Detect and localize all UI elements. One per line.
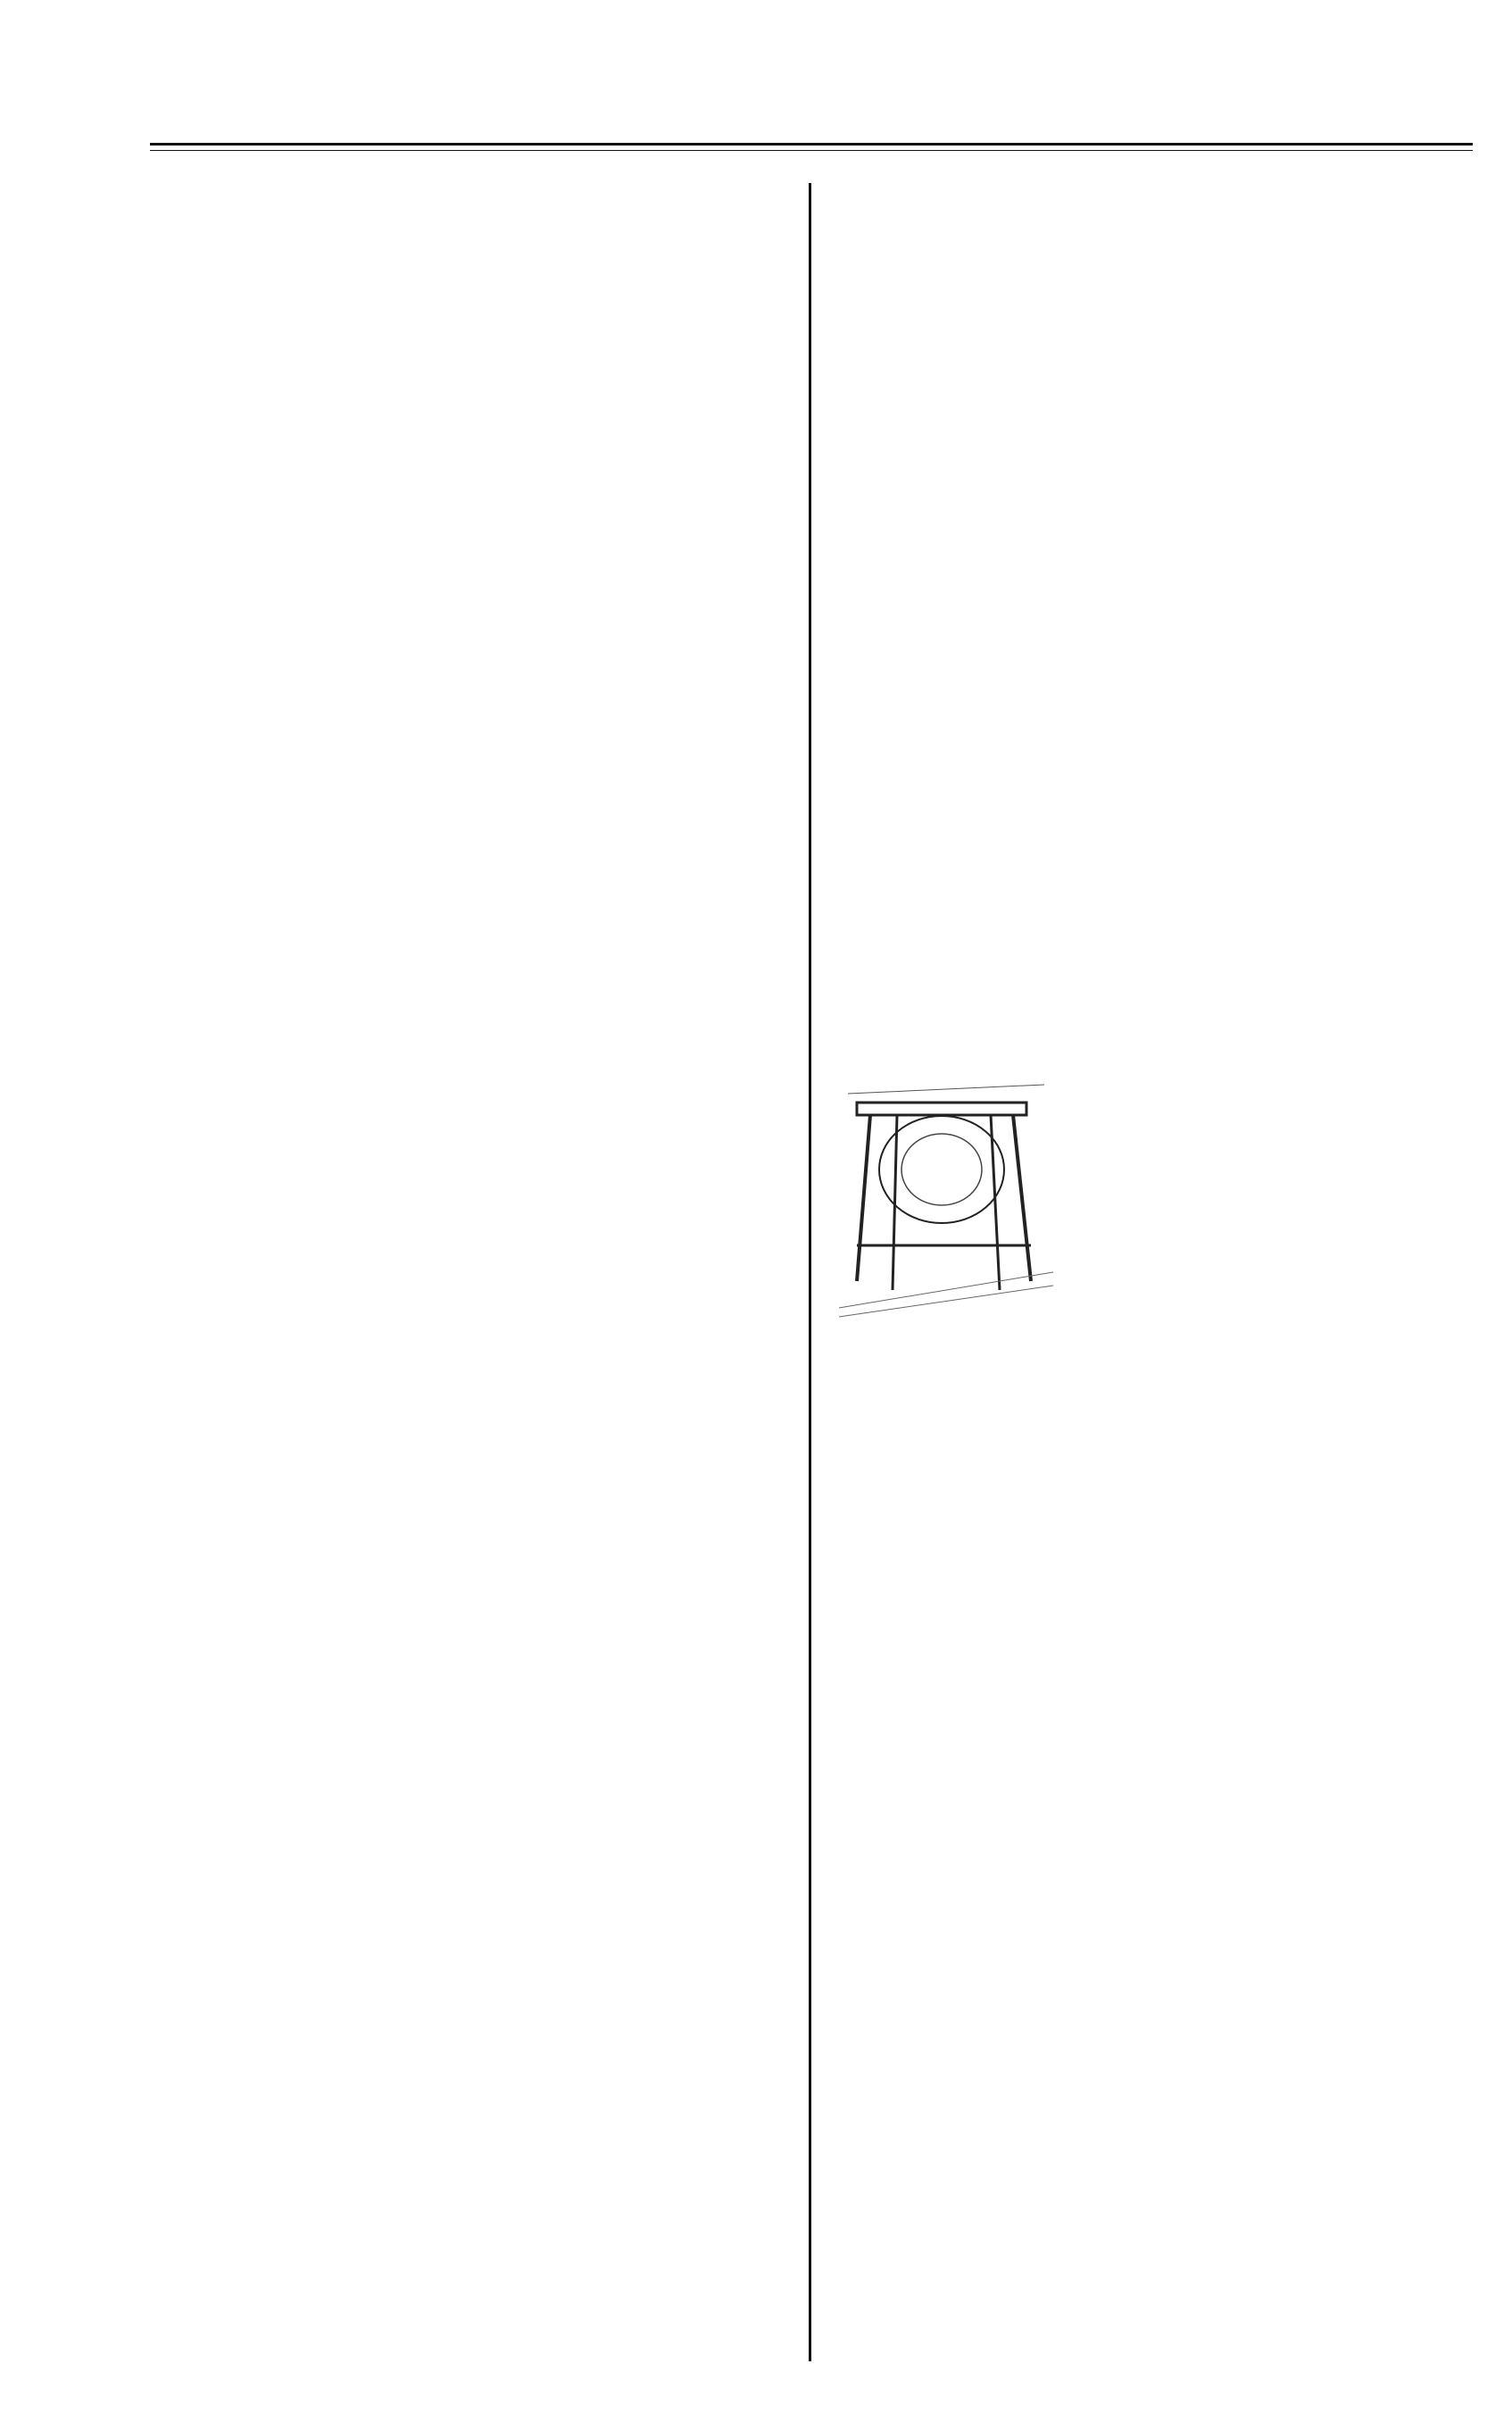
page-header (150, 94, 1471, 147)
header-rule-thin (150, 150, 1473, 151)
foot-power-machine-illustration (830, 1067, 1058, 1321)
column-divider (809, 183, 811, 2361)
header-rule (150, 143, 1473, 146)
